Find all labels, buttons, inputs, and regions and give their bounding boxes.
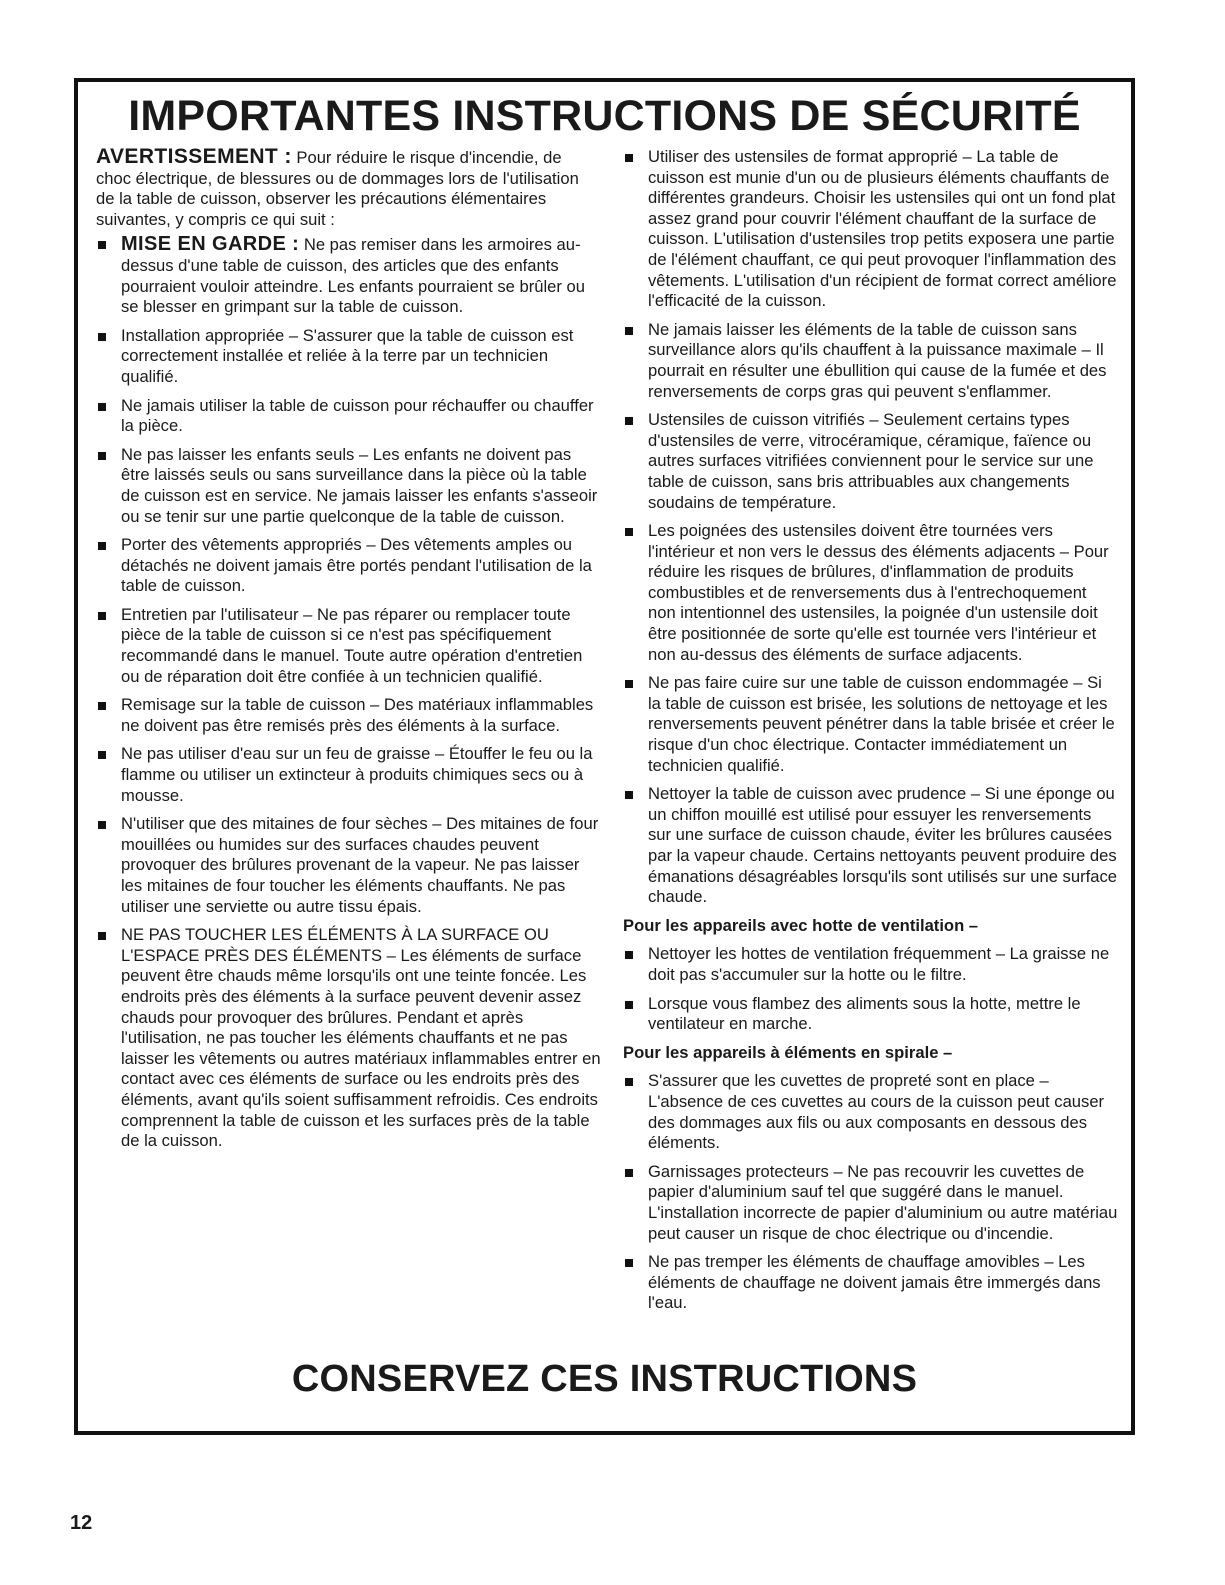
list-item: Ustensiles de cuisson vitrifiés – Seulement certains types d'ustensiles de verre, vitrocéramique, céramique, faïence ou autres surfaces vitrifiées conviennent pour le service sur une table de cuisson, sans bris attribuables aux changements soudains de température. — [623, 410, 1118, 513]
list-item: Ne pas faire cuire sur une table de cuisson endommagée – Si la table de cuisson est brisée, les solutions de nettoyage et les renversements peuvent pénétrer dans la table brisée et créer le risque d'un choc électrique. Contacter immédiatement un technicien qualifié. — [623, 673, 1118, 776]
list-item: Utiliser des ustensiles de format approprié – La table de cuisson est munie d'un ou de plusieurs éléments chauffants de différentes grandeurs. Choisir les ustensiles qui ont un fond plat assez grand pour couvrir l'élément chauffant de la surface de cuisson. L'utilisation d'ustensiles trop petits exposera une partie de l'élément chauffant, ce qui peut provoquer l'inflammation des vêtements. L'utilisation d'un récipient de format correct améliore l'efficacité de la cuisson. — [623, 147, 1118, 312]
list-item: Ne jamais utiliser la table de cuisson pour réchauffer ou chauffer la pièce. — [96, 396, 601, 437]
hood-list — [623, 944, 1118, 1034]
right-column — [623, 147, 1118, 1322]
list-item: N'utiliser que des mitaines de four sèches – Des mitaines de four mouillées ou humides sur des surfaces chaudes peuvent provoquer des brûlures provenant de la vapeur. Ne pas laisser les mitaines de four toucher les éléments chauffants. Ne pas utiliser une serviette ou autre tissu épais. — [96, 814, 601, 917]
list-item: Nettoyer les hottes de ventilation fréquemment – La graisse ne doit pas s'accumuler sur la hotte ou le filtre. — [623, 944, 1118, 985]
list-item: Ne pas laisser les enfants seuls – Les enfants ne doivent pas être laissés seuls ou sans surveillance dans la pièce où la table de cuisson est en service. Ne jamais laisser les enfants s'asseoir ou se tenir sur une partie quelconque de la table de cuisson. — [96, 445, 601, 527]
caution-text: Ne pas remiser dans les armoires au-dessus d'une table de cuisson, des articles que des enfants pourraient vouloir atteindre. Les enfants pourraient se brûler ou se blesser en grimpant sur la table de cuisson. — [121, 235, 585, 317]
list-item: Entretien par l'utilisateur – Ne pas réparer ou remplacer toute pièce de la table de cuisson si ce n'est pas spécifiquement recommandé dans le manuel. Toute autre opération d'entretien ou de réparation doit être confiée à un technicien qualifié. — [96, 605, 601, 687]
list-item: Nettoyer la table de cuisson avec prudence – Si une éponge ou un chiffon mouillé est utilisé pour essuyer les renversements sur une surface de cuisson chaude, éviter les brûlures causées par la vapeur chaude. Certains nettoyants peuvent produire des émanations désagréables lorsqu'ils sont utilisés sur une surface chaude. — [623, 784, 1118, 908]
list-item: Les poignées des ustensiles doivent être tournées vers l'intérieur et non vers le dessus des éléments adjacents – Pour réduire les risques de brûlures, d'inflammation de produits combustibles et de renversements dus à l'entrechoquement non intentionnel des ustensiles, la poignée d'un ustensile doit être positionnée de sorte qu'elle est tournée vers l'intérieur et non au-dessus des éléments de surface adjacents. — [623, 521, 1118, 665]
coil-list — [623, 1071, 1118, 1314]
caution-label: MISE EN GARDE : — [121, 233, 300, 256]
hood-section-heading: Pour les appareils avec hotte de ventilation – — [623, 915, 979, 935]
warning-text: Pour réduire le risque d'incendie, de choc électrique, de blessures ou de dommages lors de l'utilisation de la table de cuisson, observer les précautions élémentaires suivantes, y compris ce qui suit : — [96, 148, 579, 229]
page-title: IMPORTANTES INSTRUCTIONS DE SÉCURITÉ — [128, 92, 1081, 140]
left-column — [96, 147, 601, 1160]
right-safety-list — [623, 147, 1118, 908]
page-number: 12 — [70, 1512, 93, 1534]
left-safety-list — [96, 234, 601, 1151]
warning-label: AVERTISSEMENT : — [96, 145, 292, 168]
list-item: Garnissages protecteurs – Ne pas recouvrir les cuvettes de papier d'aluminium sauf tel que suggéré dans le manuel. L'installation incorrecte de papier d'aluminium ou autre matériau peut causer un risque de choc électrique ou d'incendie. — [623, 1162, 1118, 1244]
warning-intro — [96, 147, 601, 230]
footer-title: CONSERVEZ CES INSTRUCTIONS — [291, 1358, 918, 1400]
list-item: Ne jamais laisser les éléments de la table de cuisson sans surveillance alors qu'ils chauffent à la puissance maximale – Il pourrait en résulter une ébullition qui cause de la fumée et des renversements de corps gras qui peuvent s'enflammer. — [623, 320, 1118, 402]
list-item: NE PAS TOUCHER LES ÉLÉMENTS À LA SURFACE OU L'ESPACE PRÈS DES ÉLÉMENTS – Les éléments de surface peuvent être chauds même lorsqu'ils ont une teinte foncée. Les endroits près des éléments à la surface peuvent devenir assez chauds pour provoquer des brûlures. Pendant et après l'utilisation, ne pas toucher les éléments chauffants et ne pas laisser les vêtements ou autres matériaux inflammables entrer en contact avec ces éléments de surface ou les endroits près des éléments, avant qu'ils soient suffisamment refroidis. Ces endroits comprennent la table de cuisson et les surfaces près de la table de la cuisson. — [96, 925, 601, 1152]
list-item: Remisage sur la table de cuisson – Des matériaux inflammables ne doivent pas être remisés près des éléments à la surface. — [96, 695, 601, 736]
list-item: Ne pas tremper les éléments de chauffage amovibles – Les éléments de chauffage ne doivent jamais être immergés dans l'eau. — [623, 1252, 1118, 1314]
list-item: Ne pas utiliser d'eau sur un feu de graisse – Étouffer le feu ou la flamme ou utiliser un extincteur à produits chimiques secs ou à mousse. — [96, 744, 601, 806]
list-item: Lorsque vous flambez des aliments sous la hotte, mettre le ventilateur en marche. — [623, 994, 1118, 1035]
safety-instructions-box — [74, 78, 1135, 1435]
caution-item — [96, 234, 601, 317]
coil-section-heading: Pour les appareils à éléments en spirale – — [623, 1042, 953, 1062]
list-item: S'assurer que les cuvettes de propreté sont en place – L'absence de ces cuvettes au cours de la cuisson peut causer des dommages aux fils ou aux composants en dessous des éléments. — [623, 1071, 1118, 1153]
list-item: Installation appropriée – S'assurer que la table de cuisson est correctement installée et reliée à la terre par un technicien qualifié. — [96, 326, 601, 388]
list-item: Porter des vêtements appropriés – Des vêtements amples ou détachés ne doivent jamais être portés pendant l'utilisation de la table de cuisson. — [96, 535, 601, 597]
